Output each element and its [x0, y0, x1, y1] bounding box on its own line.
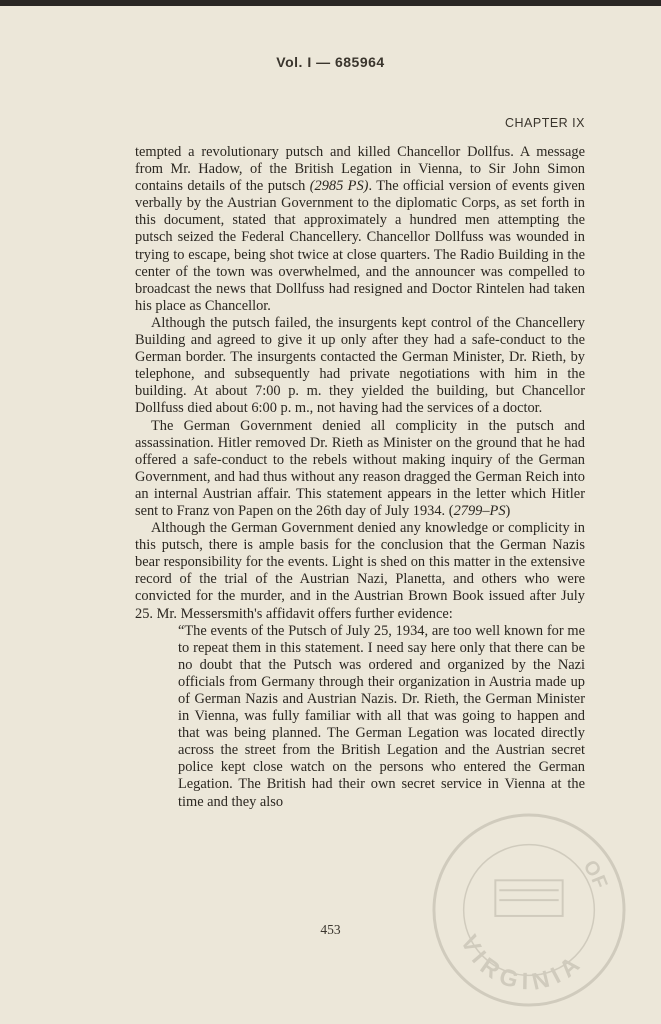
svg-text:OF: OF [578, 856, 612, 892]
body-text [135, 144, 585, 811]
paragraph-text: . The official version of events given verbally by the Austrian Government to the diplomatic Corps, as set forth in this document, stated that approximately a hundred men attempting the putsch seized the Federal Chancellery. Chancellor Dollfuss was wounded in trying to escape, being shot twice at close quarters. The Radio Building in the center of the town was overwhelmed, and the announcer was compelled to broadcast the news that Dollfuss had resigned and Doctor Rintelen had taken his place as Chancellor. [135, 178, 585, 314]
document-citation: (2985 PS) [309, 178, 369, 195]
paragraph [135, 315, 585, 418]
page-number: 453 [320, 922, 341, 937]
quote-text: “The events of the Putsch of July 25, 1934, are too well known for me to repeat them in this statement. I need say here only that there can be no doubt that the Putsch was ordered and organized by the Nazi officials from Germany through their organization in Austria made up of German Nazis and Austrian Nazis. Dr. Rieth, the German Minister in Vienna, was fully familiar with all that was going to happen and that was being planned. The German Legation was located directly across the street from the British Legation and the Austrian secret police kept close watch on the persons who entered the German Legation. The British had their own secret service in Vienna at the time and they also [178, 622, 585, 810]
paragraph [135, 418, 585, 521]
paragraph [135, 144, 585, 315]
svg-text:VIRGINIA: VIRGINIA [455, 930, 590, 996]
paragraph-text: The German Government denied all complicity in the putsch and assassination. Hitler removed Dr. Rieth as Minister on the ground that he had offered a safe-conduct to the rebels without making inquiry of the German Government, and had thus without any reason dragged the German Reich into an internal Austrian affair. This statement appears in the letter which Hitler sent to Franz von Papen on the 26th day of July 1934. ( [135, 417, 585, 519]
library-stamp-seal [430, 811, 628, 1009]
chapter-heading: CHAPTER IX [504, 116, 585, 130]
paragraph-text: tempted a revolutionary putsch and killed Chancellor Dollfus. A message from Mr. Hadow, of the British Legation in Vienna, to Sir John Simon contains details of the putsch [135, 144, 585, 195]
paragraph-text: Although the German Government denied any knowledge or complicity in this putsch, there is ample basis for the conclusion that the German Nazis bear responsibility for the events. Light is shed on this matter in the extensive record of the trial of the Austrian Nazi, Planetta, and others who were convicted for the murder, and in the Austrian Brown Book issued after July 25. Mr. Messersmith's affidavit offers further evidence: [135, 520, 585, 622]
paragraph [135, 520, 585, 623]
volume-header: Vol. I — 685964 [276, 54, 385, 70]
paragraph-text: ) [505, 502, 511, 519]
document-citation: 2799–PS [453, 502, 506, 519]
affidavit-quote [178, 623, 585, 811]
paragraph-text: Although the putsch failed, the insurgents kept control of the Chancellery Building and agreed to give it up only after they had a safe-conduct to the German border. The insurgents contacted the German Minister, Dr. Rieth, by telephone, and subsequently had private negotiations with him in the building. At about 7:00 p. m. they yielded the building, but Chancellor Dollfuss died about 6:00 p. m., not having had the services of a doctor. [135, 314, 585, 417]
